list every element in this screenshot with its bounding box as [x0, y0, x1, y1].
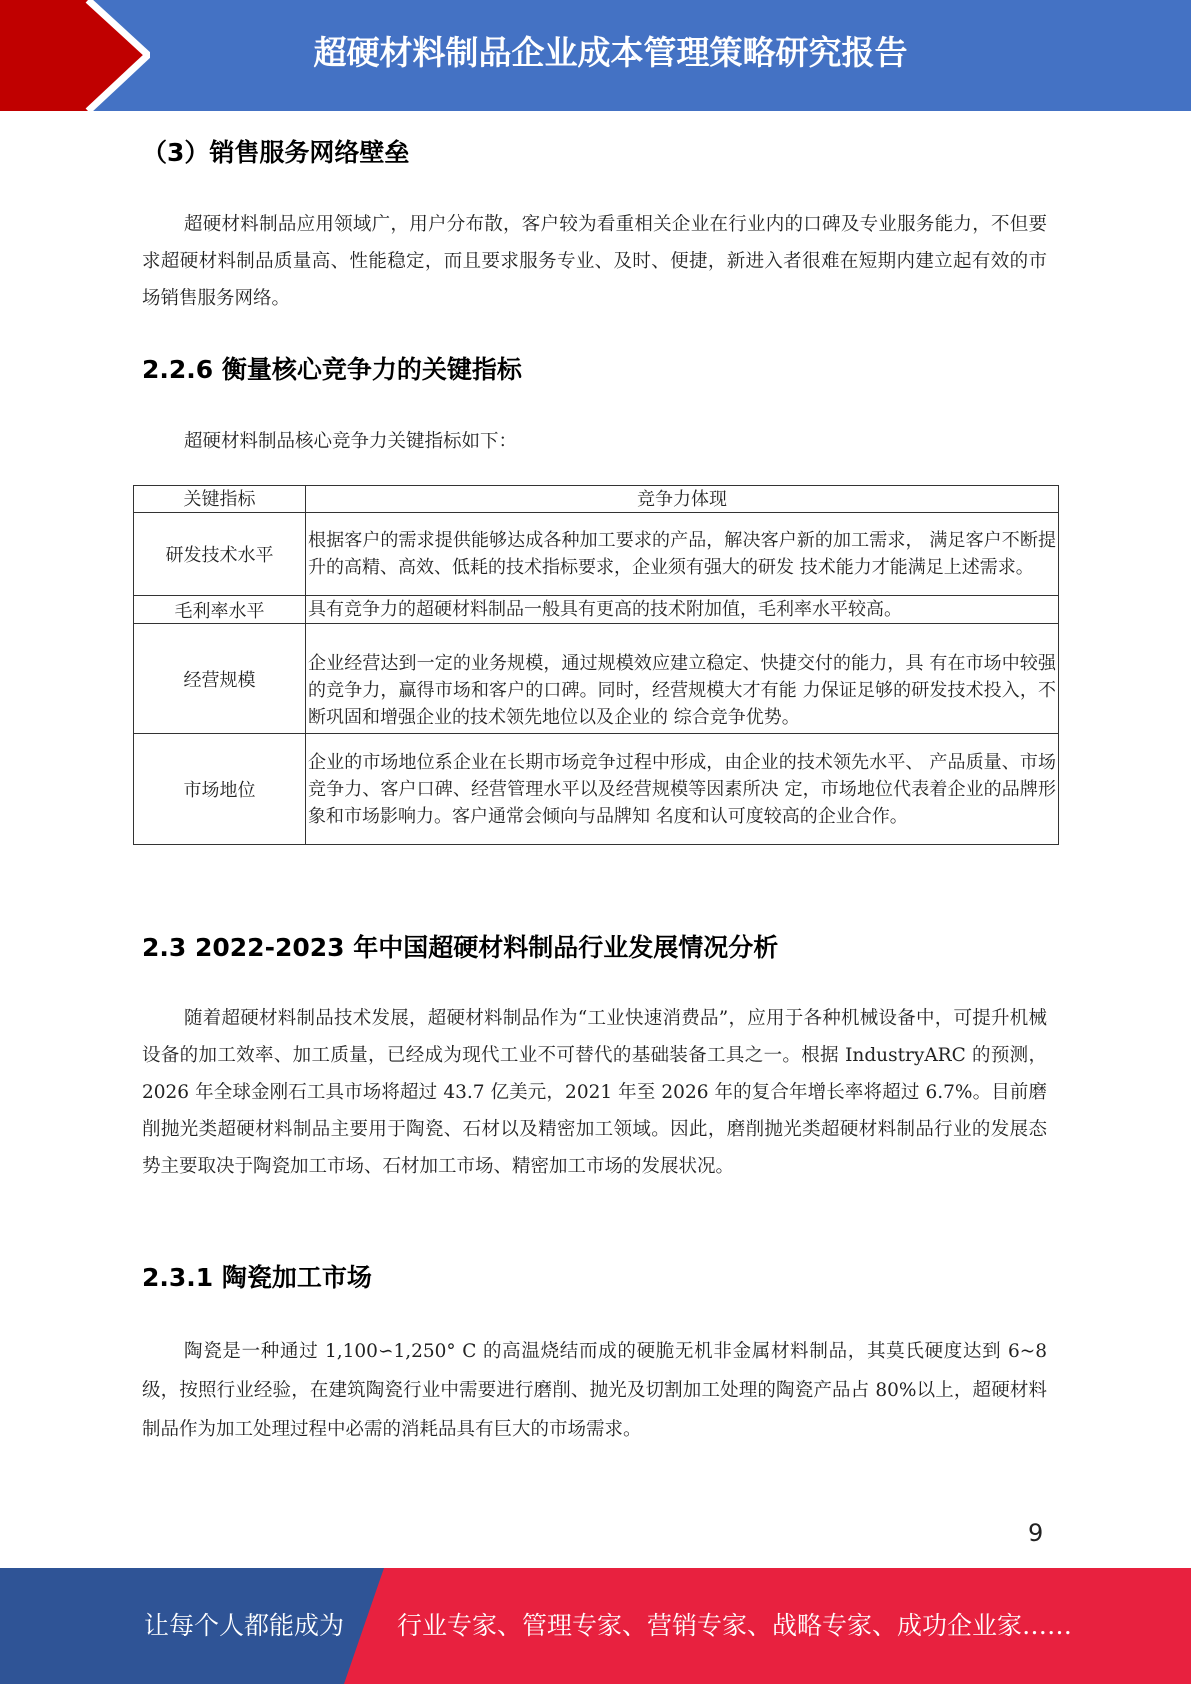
report-title: 超硬材料制品企业成本管理策略研究报告	[313, 33, 908, 72]
key-indicators-table	[133, 485, 1059, 845]
section-heading-sales-barrier: （3）销售服务网络壁垒	[142, 138, 410, 167]
page-footer	[0, 1568, 1191, 1684]
table-header-value: 竞争力体现	[306, 486, 1059, 513]
table-header-row	[134, 486, 1059, 513]
table-cell-key: 市场地位	[134, 734, 306, 845]
footer-slogan-right: 行业专家、管理专家、营销专家、战略专家、成功企业家……	[397, 1611, 1073, 1640]
table-cell-key: 经营规模	[134, 624, 306, 734]
paragraph-industry-analysis: 随着超硬材料制品技术发展，超硬材料制品作为“工业快速消费品”，应用于各种机械设备中，可提升机械设备的加工效率、加工质量，已经成为现代工业不可替代的基础装备工具之一。根据 IndustryARC 的预测，2026 年全球金刚石工具市场将超过 43.7 亿美元，2021 年至 2026 年的复合年增长率将超过 6.7%。目前磨削抛光类超硬材料制品主要用于陶瓷、石材以及精密加工领域。因此，磨削抛光类超硬材料制品行业的发展态势主要取决于陶瓷加工市场、石材加工市场、精密加工市场的发展状况。	[142, 1008, 1047, 1177]
table-cell-value: 根据客户的需求提供能够达成各种加工要求的产品，解决客户新的加工需求， 满足客户不断提升的高精、高效、低耗的技术指标要求，企业须有强大的研发 技术能力才能满足上述需求。	[306, 513, 1059, 596]
table-cell-value: 具有竞争力的超硬材料制品一般具有更高的技术附加值，毛利率水平较高。	[306, 596, 1059, 624]
table-cell-value: 企业的市场地位系企业在长期市场竞争过程中形成，由企业的技术领先水平、 产品质量、市场竞争力、客户口碑、经营管理水平以及经营规模等因素所决 定，市场地位代表着企业的品牌形象和市场影响力。客户通常会倾向与品牌知 名度和认可度较高的企业合作。	[306, 734, 1059, 845]
paragraph-ceramic-market: 陶瓷是一种通过 1,100∽1,250° C 的高温烧结而成的硬脆无机非金属材料制品，其莫氏硬度达到 6~8 级，按照行业经验，在建筑陶瓷行业中需要进行磨削、抛光及切割加工处理的陶瓷产品占 80%以上，超硬材料制品作为加工处理过程中必需的消耗品具有巨大的市场需求。	[142, 1341, 1047, 1440]
table-row	[134, 734, 1059, 845]
paragraph-indicators-intro: 超硬材料制品核心竞争力关键指标如下：	[184, 431, 518, 452]
table-cell-key: 研发技术水平	[134, 513, 306, 596]
table-row	[134, 513, 1059, 596]
page-header	[0, 0, 1191, 111]
section-heading-key-indicators: 2.2.6 衡量核心竞争力的关键指标	[142, 355, 522, 384]
footer-slogan-left: 让每个人都能成为	[144, 1611, 345, 1640]
table-cell-key: 毛利率水平	[134, 596, 306, 624]
table-cell-value: 企业经营达到一定的业务规模，通过规模效应建立稳定、快捷交付的能力，具 有在市场中较强的竞争力，赢得市场和客户的口碑。同时，经营规模大才有能 力保证足够的研发技术投入，不断巩固和增强企业的技术领先地位以及企业的 综合竞争优势。	[306, 624, 1059, 734]
table-row	[134, 596, 1059, 624]
header-chevron-graphic	[0, 0, 150, 111]
table-row	[134, 624, 1059, 734]
section-heading-ceramic-market: 2.3.1 陶瓷加工市场	[142, 1263, 372, 1292]
page-number: 9	[1028, 1519, 1044, 1547]
paragraph-sales-barrier: 超硬材料制品应用领域广，用户分布散，客户较为看重相关企业在行业内的口碑及专业服务能力，不但要求超硬材料制品质量高、性能稳定，而且要求服务专业、及时、便捷，新进入者很难在短期内建立起有效的市场销售服务网络。	[142, 214, 1047, 309]
section-heading-industry-analysis: 2.3 2022-2023 年中国超硬材料制品行业发展情况分析	[142, 933, 779, 962]
table-header-key: 关键指标	[134, 486, 306, 513]
